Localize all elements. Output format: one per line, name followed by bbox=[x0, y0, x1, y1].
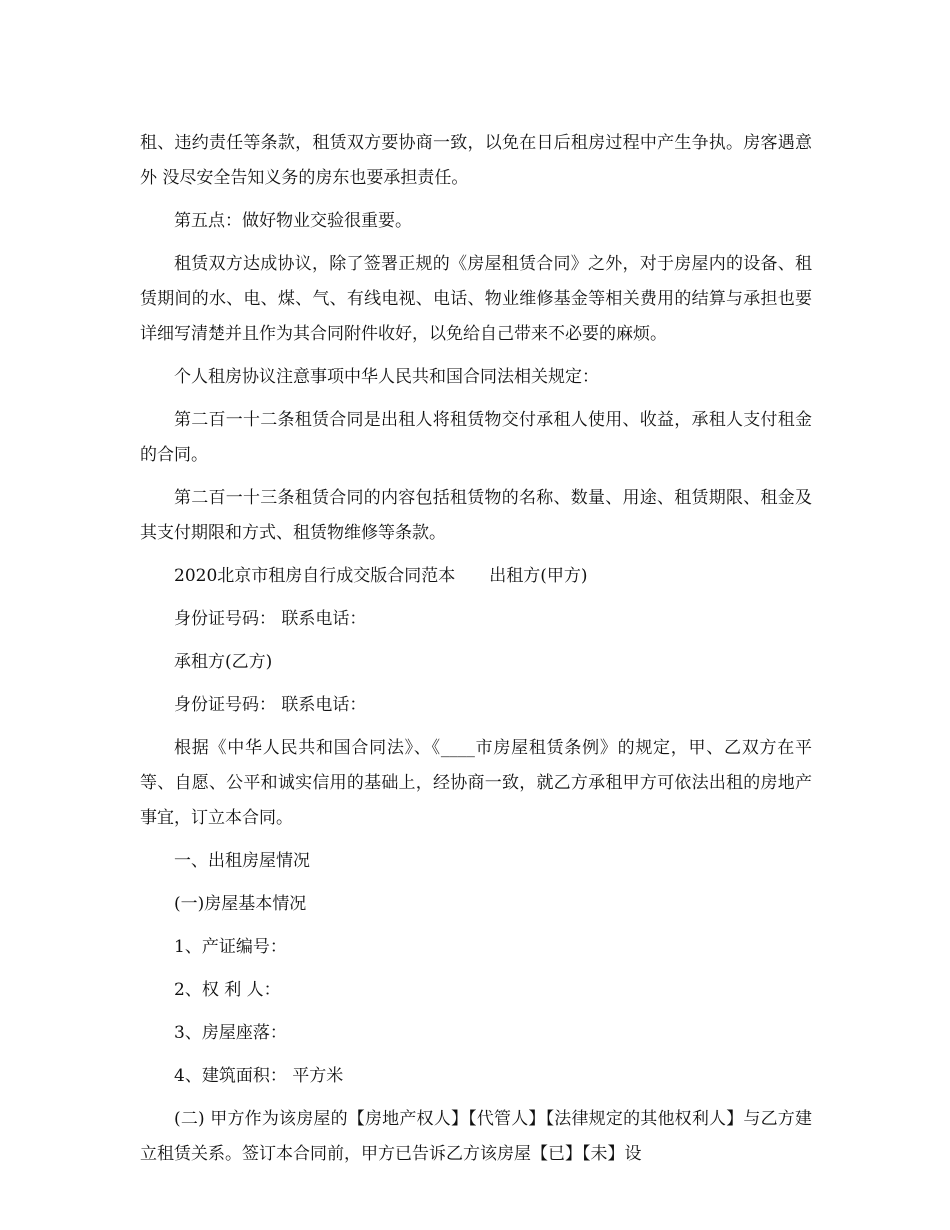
paragraph-6: 第二百一十三条租赁合同的内容包括租赁物的名称、数量、用途、租赁期限、租金及其支付期限和方式、租赁物维修等条款。 bbox=[140, 488, 812, 543]
paragraph-9: 承租方(乙方) bbox=[174, 652, 273, 672]
paragraph-18: (二) 甲方作为该房屋的【房地产权人】【代管人】【法律规定的其他权利人】与乙方建立租赁关系。签订本合同前，甲方已告诉乙方该房屋【已】【未】设 bbox=[140, 1109, 812, 1164]
paragraph-17: 4、建筑面积： 平方米 bbox=[174, 1066, 344, 1086]
document-body bbox=[140, 126, 812, 1180]
paragraph-13: (一)房屋基本情况 bbox=[174, 894, 307, 914]
paragraph-15: 2、权 利 人： bbox=[174, 980, 281, 1000]
paragraph-8: 身份证号码： 联系电话： bbox=[174, 609, 367, 629]
paragraph-12: 一、出租房屋情况 bbox=[174, 851, 310, 871]
paragraph-2: 第五点：做好物业交验很重要。 bbox=[174, 211, 412, 231]
paragraph-1: 租、违约责任等条款，租赁双方要协商一致，以免在日后租房过程中产生争执。房客遇意外 没尽安全告知义务的房东也要承担责任。 bbox=[140, 133, 812, 188]
paragraph-16: 3、房屋座落： bbox=[174, 1023, 287, 1043]
paragraph-4: 个人租房协议注意事项中华人民共和国合同法相关规定： bbox=[174, 367, 599, 387]
paragraph-10: 身份证号码： 联系电话： bbox=[174, 695, 367, 715]
paragraph-14: 1、产证编号： bbox=[174, 937, 287, 957]
paragraph-3: 租赁双方达成协议，除了签署正规的《房屋租赁合同》之外，对于房屋内的设备、租赁期间的水、电、煤、气、有线电视、电话、物业维修基金等相关费用的结算与承担也要详细写清楚并且作为其合同附件收好，以免给自己带来不必要的麻烦。 bbox=[140, 254, 812, 344]
paragraph-11: 根据《中华人民共和国合同法》、《____市房屋租赁条例》的规定，甲、乙双方在平等、自愿、公平和诚实信用的基础上，经协商一致，就乙方承租甲方可依法出租的房地产事宜，订立本合同。 bbox=[140, 738, 812, 828]
paragraph-7: 2020北京市租房自行成交版合同范本 出租方(甲方) bbox=[174, 566, 588, 586]
paragraph-5: 第二百一十二条租赁合同是出租人将租赁物交付承租人使用、收益，承租人支付租金的合同。 bbox=[140, 410, 812, 465]
